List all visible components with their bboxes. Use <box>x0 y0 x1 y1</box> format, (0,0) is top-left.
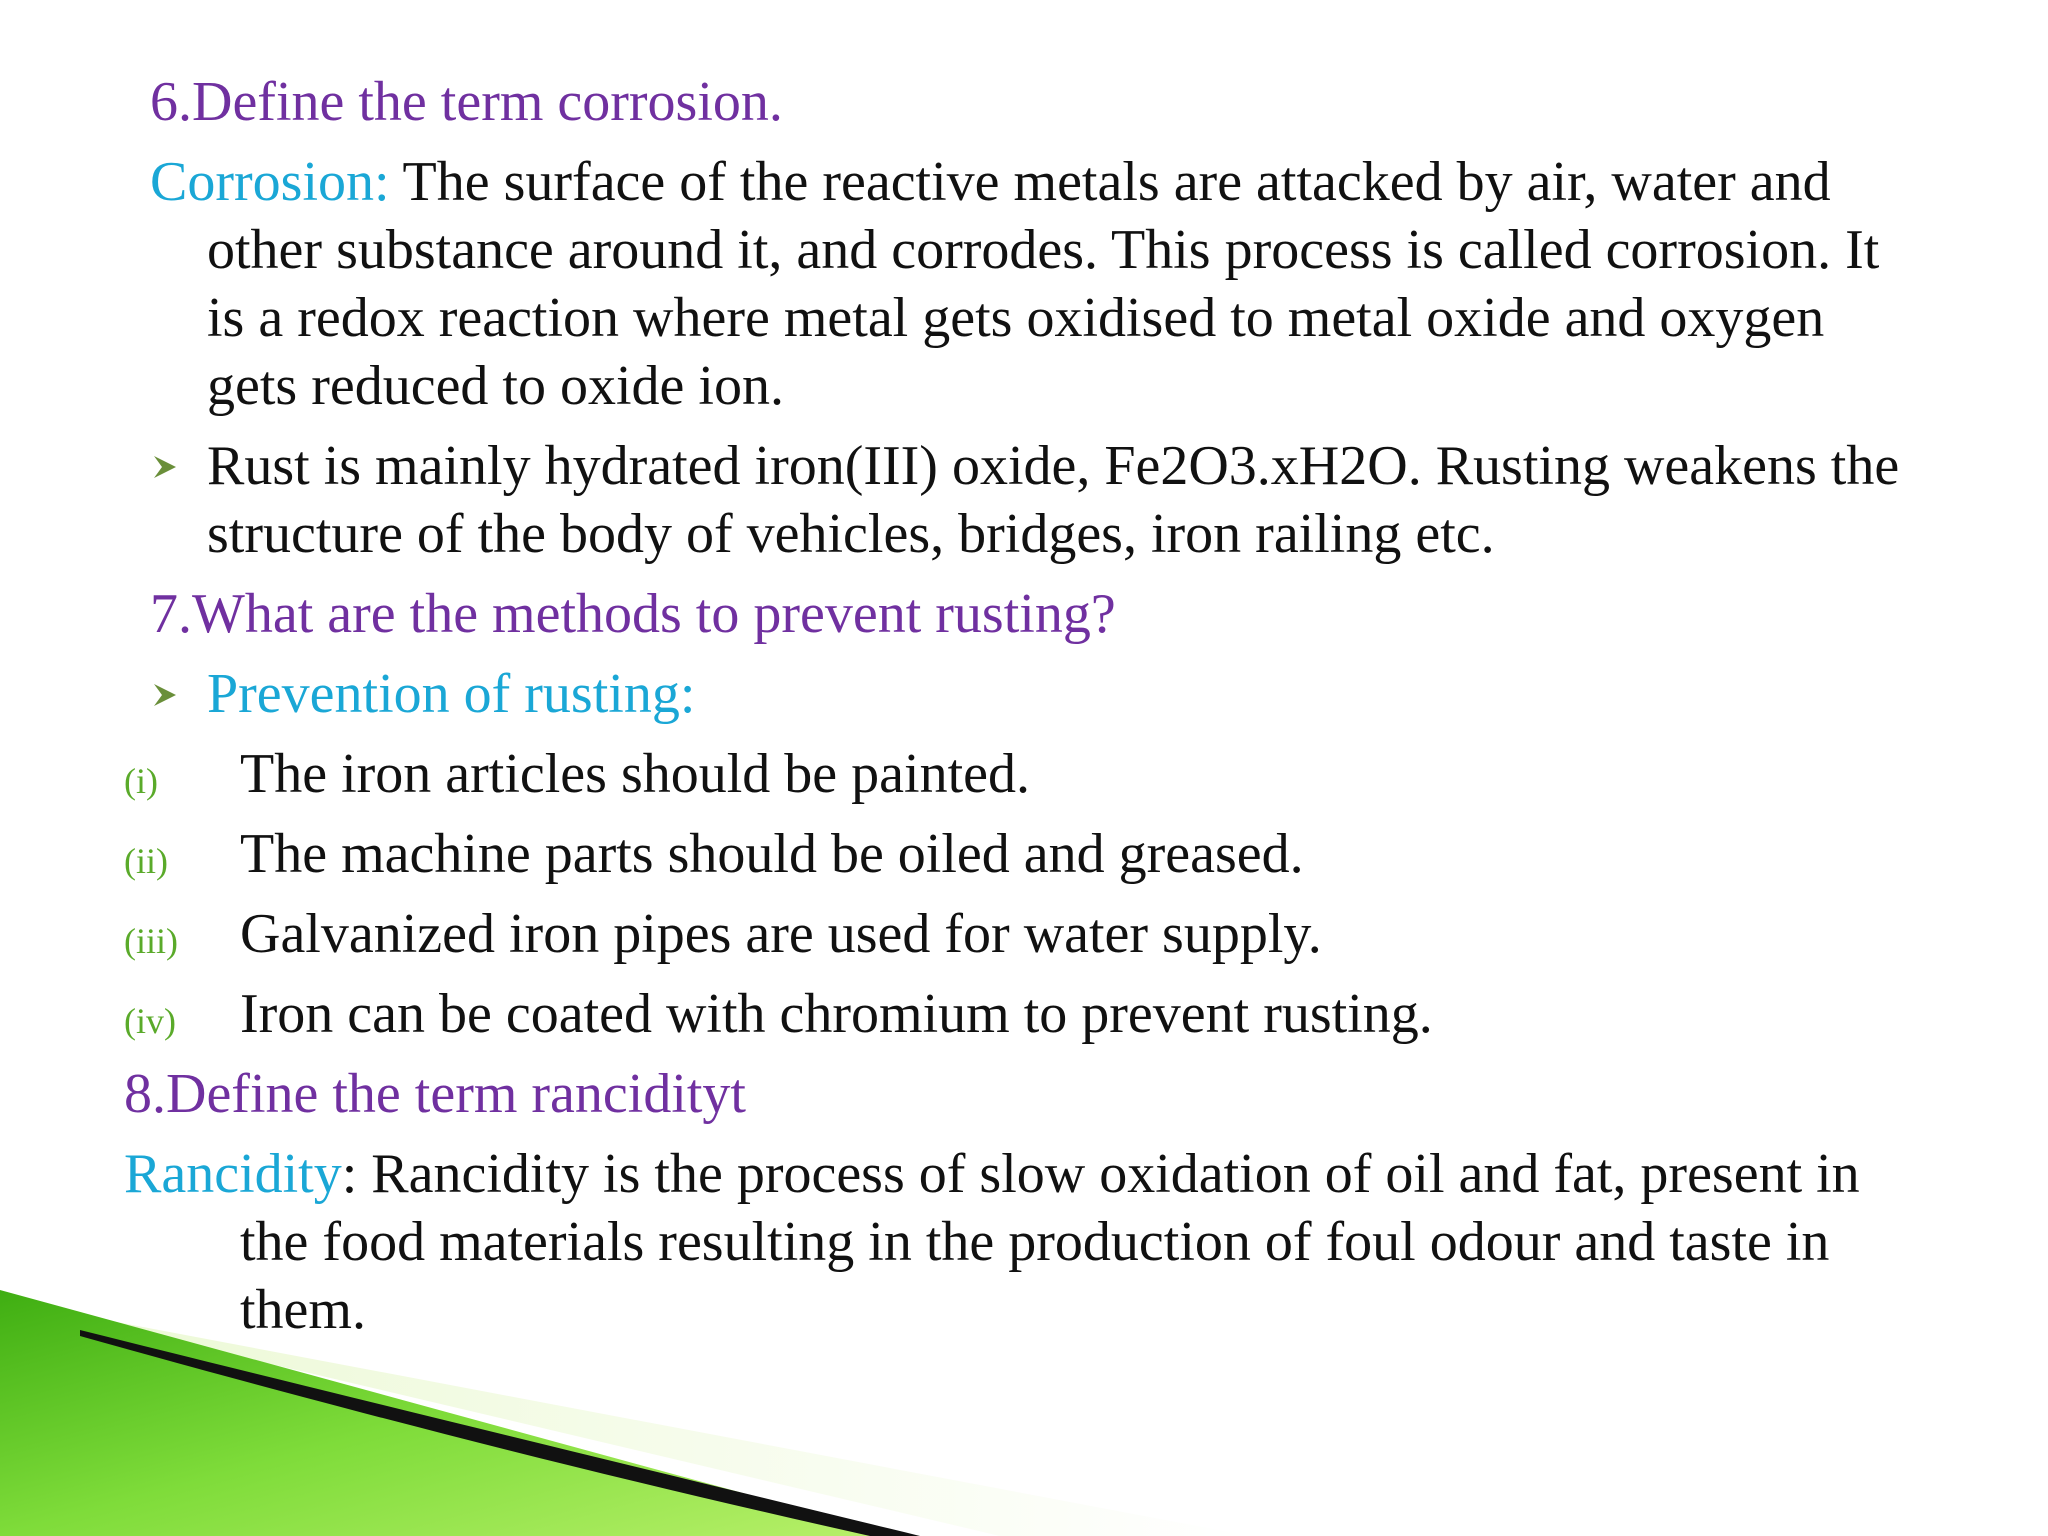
rancidity-definition-line-3: them. <box>240 1279 366 1341</box>
list-number: (iii) <box>124 921 178 961</box>
corrosion-definition-line-2: other substance around it, and corrodes. This process is called corrosion. It <box>207 219 1880 281</box>
list-item: Galvanized iron pipes are used for water supply. <box>240 903 1322 965</box>
rancidity-definition-line-2: the food materials resulting in the production of foul odour and taste in <box>240 1211 1830 1273</box>
term-corrosion: Corrosion: <box>150 151 390 213</box>
term-rancidity: Rancidity <box>124 1143 342 1205</box>
rust-bullet-line-1: Rust is mainly hydrated iron(III) oxide, Fe2O3.xH2O. Rusting weakens the <box>207 435 1900 497</box>
corrosion-definition-line-3: is a redox reaction where metal gets oxidised to metal oxide and oxygen <box>207 287 1825 349</box>
prevention-heading: Prevention of rusting: <box>207 663 696 725</box>
corrosion-definition-line-4: gets reduced to oxide ion. <box>207 355 784 417</box>
corrosion-definition-line-1 <box>150 151 1831 213</box>
list-number: (i) <box>124 761 158 801</box>
list-number: (ii) <box>124 841 168 881</box>
rust-bullet-line-2: structure of the body of vehicles, bridges, iron railing etc. <box>207 503 1495 565</box>
list-item: Iron can be coated with chromium to prevent rusting. <box>240 983 1433 1045</box>
question-8: 8.Define the term rancidityt <box>124 1063 746 1125</box>
question-6: 6.Define the term corrosion. <box>150 71 783 133</box>
rancidity-text-1: : Rancidity is the process of slow oxidation of oil and fat, present in <box>341 1143 1860 1205</box>
corrosion-text-1: The surface of the reactive metals are attacked by air, water and <box>389 151 1831 213</box>
rancidity-definition-line-1 <box>124 1143 1860 1205</box>
question-7: 7.What are the methods to prevent rusting? <box>150 583 1116 645</box>
list-number: (iv) <box>124 1001 176 1041</box>
list-item: The iron articles should be painted. <box>240 743 1030 805</box>
list-item: The machine parts should be oiled and greased. <box>240 823 1304 885</box>
